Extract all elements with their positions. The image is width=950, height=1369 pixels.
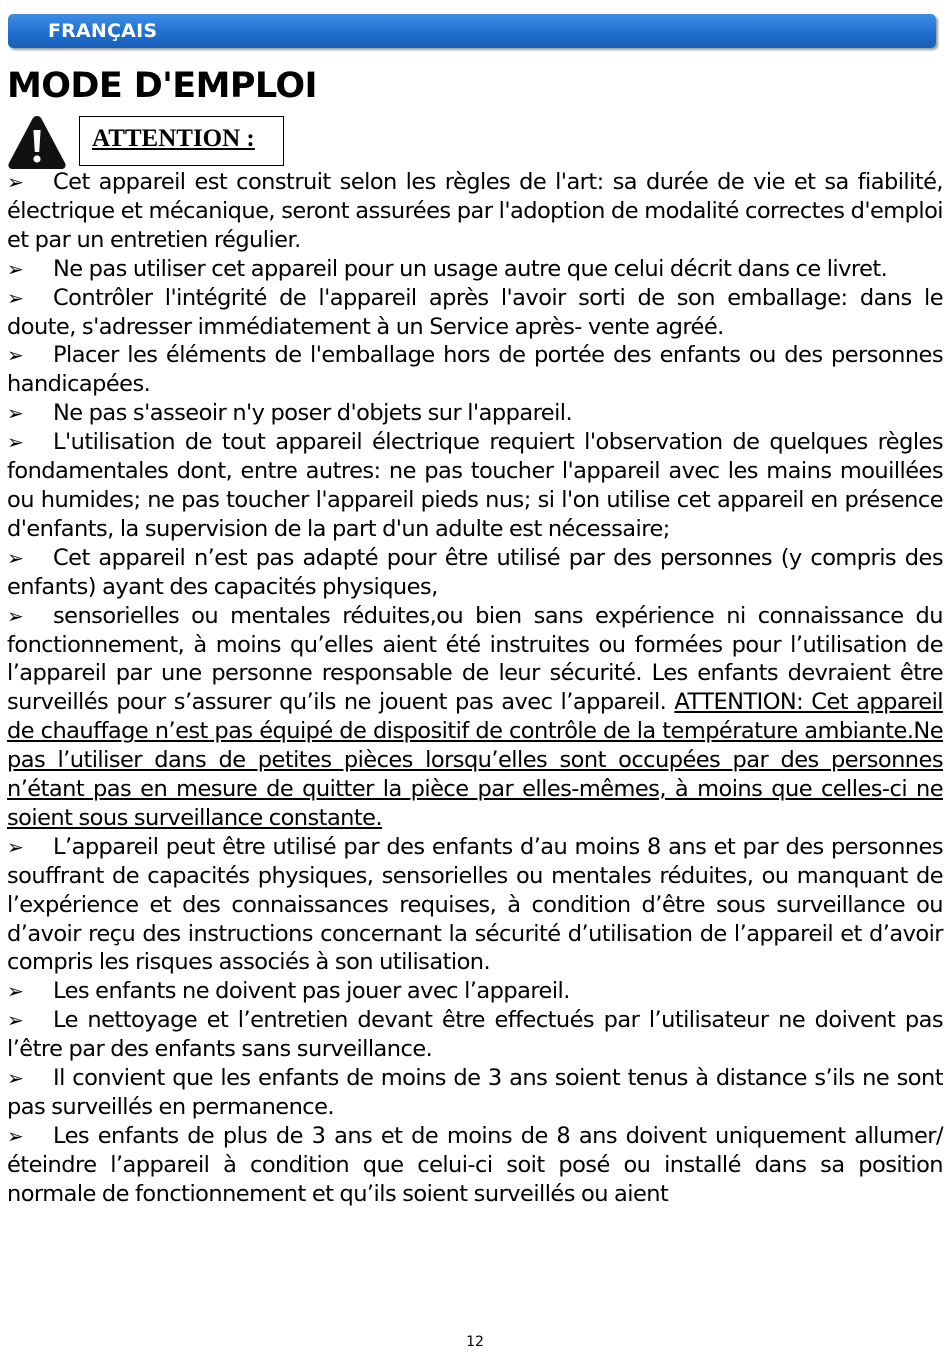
list-item-text: Les enfants ne doivent pas jouer avec l’appareil. (53, 978, 570, 1005)
list-item (7, 977, 943, 1006)
bullet-arrow-icon: ➢ (7, 256, 24, 281)
instructions-list (7, 168, 943, 1209)
bullet-arrow-icon: ➢ (7, 401, 24, 426)
list-item-text: Placer les éléments de l'emballage hors de portée des enfants ou des personnes handicapées. (7, 342, 943, 398)
bullet-arrow-icon: ➢ (7, 1008, 24, 1033)
list-item (7, 1006, 943, 1064)
list-item-text: Cet appareil est construit selon les règles de l'art: sa durée de vie et sa fiabilité, électrique et mécanique, seront assurées par l'adoption de modalité correctes d'emploi et par un entretien régulier. (7, 169, 943, 253)
list-item-text: Ne pas s'asseoir n'y poser d'objets sur l'appareil. (53, 400, 573, 427)
list-item (7, 833, 943, 978)
list-item (7, 1064, 943, 1122)
bullet-arrow-icon: ➢ (7, 1123, 24, 1148)
attention-box (79, 116, 284, 166)
list-item (7, 168, 943, 255)
list-item-text: Ne pas utiliser cet appareil pour un usage autre que celui décrit dans ce livret. (53, 255, 888, 282)
bullet-arrow-icon: ➢ (7, 545, 24, 570)
list-item-text: Les enfants de plus de 3 ans et de moins de 8 ans doivent uniquement allumer/éteindre l’appareil à condition que celui-ci soit posé ou installé dans sa position normale de fonctionnement et qu’ils soient surveillés ou aient (7, 1122, 943, 1207)
bullet-arrow-icon: ➢ (7, 603, 24, 628)
list-item-text: L'utilisation de tout appareil électrique requiert l'observation de quelques règles fondamentales dont, entre autres: ne pas toucher l'appareil avec les mains mouillées ou humides; ne pas toucher l'appareil pieds nus; si l'on utilise cet appareil en présence d'enfants, la supervision de la part d'un adulte est nécessaire; (7, 429, 943, 542)
page-title: MODE D'EMPLOI (7, 66, 317, 106)
heating-warning-text: ATTENTION: Cet appareil de chauffage n’est pas équipé de dispositif de contrôle de la température ambiante.Ne pas l’utiliser dans de petites pièces lorsqu’elles sont occupées par des personnes n’étant pas en mesure de quitter la pièce par elles-mêmes, à moins que celles-ci ne soient sous surveillance constante. (7, 689, 943, 831)
list-item (7, 341, 943, 399)
language-header-bar (8, 14, 936, 48)
list-item (7, 602, 943, 833)
list-item (7, 399, 943, 428)
warning-triangle-icon (6, 113, 68, 171)
list-item (7, 284, 943, 342)
bullet-arrow-icon: ➢ (7, 1066, 24, 1091)
bullet-arrow-icon: ➢ (7, 430, 24, 455)
list-item-text: Le nettoyage et l’entretien devant être effectués par l’utilisateur ne doivent pas l’être par des enfants sans surveillance. (7, 1007, 943, 1063)
attention-label: ATTENTION : (92, 125, 255, 152)
list-item (7, 428, 943, 544)
bullet-arrow-icon: ➢ (7, 343, 24, 368)
list-item (7, 255, 943, 284)
bullet-arrow-icon: ➢ (7, 979, 24, 1004)
bullet-arrow-icon: ➢ (7, 834, 24, 859)
page-number: 12 (466, 1334, 484, 1350)
bullet-arrow-icon: ➢ (7, 170, 24, 194)
bullet-arrow-icon: ➢ (7, 285, 24, 310)
list-item (7, 544, 943, 602)
list-item-text: Cet appareil n’est pas adapté pour être utilisé par des personnes (y compris des enfants) ayant des capacités physiques, (7, 544, 943, 600)
list-item-text: Il convient que les enfants de moins de 3 ans soient tenus à distance s’ils ne sont pas surveillés en permanence. (7, 1065, 943, 1120)
language-label: FRANÇAIS (48, 20, 158, 42)
list-item-text: sensorielles ou mentales réduites,ou bien sans expérience ni connaissance du fonctionnement, à moins qu’elles aient été instruites ou formées pour l’utilisation de l’appareil par une personne responsable de leur sécurité. Les enfants devraient être surveillés pour s’assurer qu’ils ne jouent pas avec l’appareil. (7, 602, 943, 716)
list-item-text: L’appareil peut être utilisé par des enfants d’au moins 8 ans et par des personnes souffrant de capacités physiques, sensorielles ou mentales réduites, ou manquant de l’expérience et des connaissances requises, à condition d’être sous surveillance ou d’avoir reçu des instructions concernant la sécurité d’utilisation de l’appareil et d’avoir compris les risques associés à son utilisation. (7, 833, 943, 976)
list-item (7, 1122, 943, 1209)
list-item-text: Contrôler l'intégrité de l'appareil après l'avoir sorti de son emballage: dans le doute, s'adresser immédiatement à un Service après- vente agréé. (7, 284, 943, 340)
